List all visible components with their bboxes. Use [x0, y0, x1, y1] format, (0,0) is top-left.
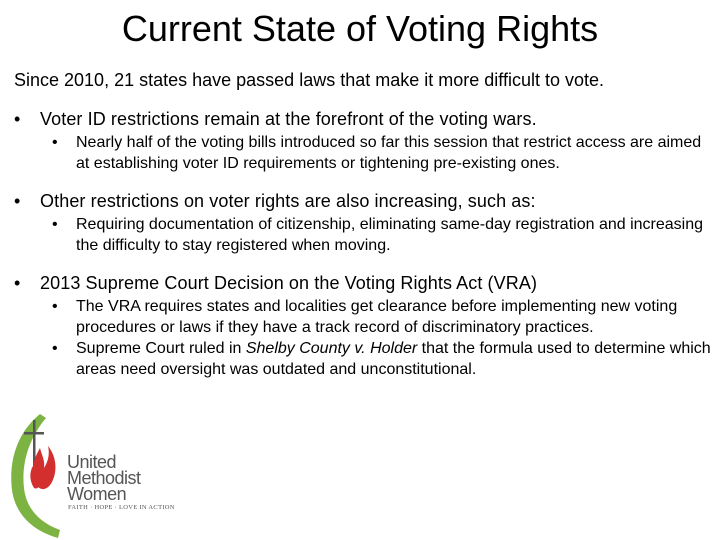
sub-bullet-text — [76, 340, 711, 378]
intro-text: Since 2010, 21 states have passed laws that make it more difficult to vote. — [14, 70, 604, 90]
logo-line: Women — [67, 484, 127, 504]
bullet-text: Other restrictions on voter rights are also increasing, such as: — [40, 191, 536, 211]
bullet-glyph: • — [52, 340, 58, 357]
bullet-glyph: • — [14, 191, 21, 211]
logo-line: Methodist — [67, 468, 141, 488]
sub-bullet-text: The VRA requires states and localities get clearance before implementing new voting procedures or laws if they have a track record of discriminatory practices. — [76, 298, 678, 336]
bullet-voter-id — [14, 108, 714, 130]
sub-bullet — [14, 132, 714, 174]
sub-bullet-text: Requiring documentation of citizenship, eliminating same-day registration and increasing the difficulty to stay registered when moving. — [76, 216, 704, 254]
case-name: Shelby County v. Holder — [245, 340, 418, 357]
cross-horizontal-icon — [24, 432, 44, 435]
bullet-glyph: • — [52, 216, 58, 233]
slide-title: Current State of Voting Rights — [121, 8, 599, 49]
bullet-glyph: • — [52, 298, 58, 315]
logo-tagline: FAITH · HOPE · LOVE IN ACTION — [68, 504, 175, 511]
sub-bullet-list — [14, 132, 714, 174]
bullet-text: Voter ID restrictions remain at the forefront of the voting wars. — [40, 109, 537, 129]
sub-bullet — [14, 296, 714, 338]
sub-bullet — [14, 338, 714, 380]
logo-line: United — [67, 452, 117, 472]
bullet-supreme-court — [14, 272, 714, 294]
sub-bullet-list — [14, 296, 714, 380]
bullet-list — [14, 108, 714, 380]
text-after: that the formula used to determine which areas need oversight was outdated and unconstitutional. — [76, 340, 711, 378]
sub-bullet-text: Nearly half of the voting bills introduced so far this session that restrict access are aimed at establishing voter ID requirements or tightening pre-existing ones. — [76, 134, 702, 172]
logo-wordmark — [67, 454, 141, 502]
text-before: Supreme Court ruled in — [76, 340, 246, 357]
bullet-glyph: • — [14, 273, 21, 293]
sub-bullet-list — [14, 214, 714, 256]
bullet-other-restrictions — [14, 190, 714, 212]
bullet-text: 2013 Supreme Court Decision on the Voting Rights Act (VRA) — [40, 273, 538, 293]
sub-bullet — [14, 214, 714, 256]
bullet-glyph: • — [14, 109, 21, 129]
bullet-glyph: • — [52, 134, 58, 151]
